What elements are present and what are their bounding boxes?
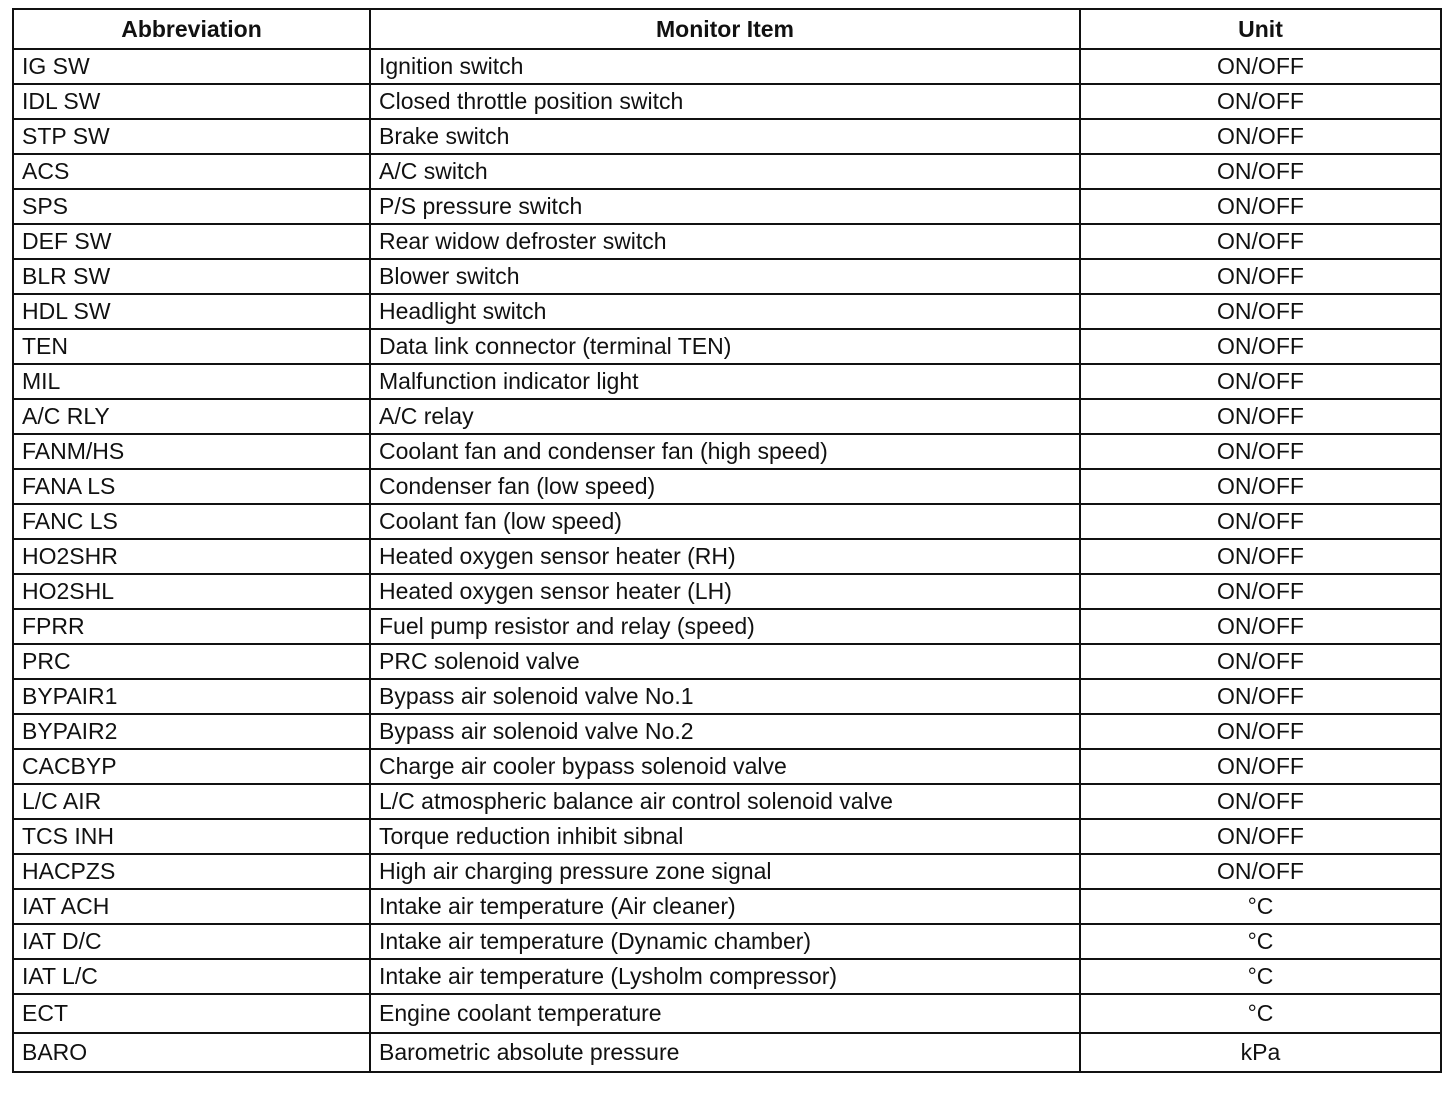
unit-cell: ON/OFF <box>1080 399 1441 434</box>
unit-cell: ON/OFF <box>1080 854 1441 889</box>
monitor-item-cell: Intake air temperature (Lysholm compressor) <box>370 959 1080 994</box>
table-row <box>13 259 1441 294</box>
monitor-item-cell: L/C atmospheric balance air control solenoid valve <box>370 784 1080 819</box>
unit-cell: ON/OFF <box>1080 224 1441 259</box>
abbreviation-cell: BLR SW <box>13 259 370 294</box>
monitor-item-cell: A/C switch <box>370 154 1080 189</box>
abbreviation-cell: TEN <box>13 329 370 364</box>
column-header-abbreviation: Abbreviation <box>13 9 370 49</box>
table-row <box>13 889 1441 924</box>
monitor-items-table <box>12 8 1442 1073</box>
unit-cell: ON/OFF <box>1080 49 1441 84</box>
monitor-items-table-container <box>12 8 1440 1073</box>
abbreviation-cell: PRC <box>13 644 370 679</box>
abbreviation-cell: BYPAIR1 <box>13 679 370 714</box>
column-header-monitor-item: Monitor Item <box>370 9 1080 49</box>
unit-cell: °C <box>1080 959 1441 994</box>
table-row <box>13 84 1441 119</box>
table-row <box>13 539 1441 574</box>
table-row <box>13 504 1441 539</box>
table-row <box>13 119 1441 154</box>
abbreviation-cell: HACPZS <box>13 854 370 889</box>
table-row <box>13 854 1441 889</box>
unit-cell: ON/OFF <box>1080 84 1441 119</box>
monitor-item-cell: Coolant fan (low speed) <box>370 504 1080 539</box>
unit-cell: ON/OFF <box>1080 259 1441 294</box>
monitor-item-cell: Closed throttle position switch <box>370 84 1080 119</box>
unit-cell: ON/OFF <box>1080 784 1441 819</box>
monitor-item-cell: Data link connector (terminal TEN) <box>370 329 1080 364</box>
table-row <box>13 154 1441 189</box>
table-row <box>13 644 1441 679</box>
table-row <box>13 224 1441 259</box>
unit-cell: ON/OFF <box>1080 644 1441 679</box>
table-row <box>13 329 1441 364</box>
abbreviation-cell: DEF SW <box>13 224 370 259</box>
monitor-item-cell: Heated oxygen sensor heater (LH) <box>370 574 1080 609</box>
abbreviation-cell: BYPAIR2 <box>13 714 370 749</box>
table-row <box>13 434 1441 469</box>
table-row <box>13 959 1441 994</box>
monitor-item-cell: Rear widow defroster switch <box>370 224 1080 259</box>
table-row <box>13 364 1441 399</box>
monitor-item-cell: Ignition switch <box>370 49 1080 84</box>
monitor-item-cell: Bypass air solenoid valve No.1 <box>370 679 1080 714</box>
abbreviation-cell: ECT <box>13 994 370 1033</box>
unit-cell: ON/OFF <box>1080 609 1441 644</box>
table-row <box>13 784 1441 819</box>
abbreviation-cell: L/C AIR <box>13 784 370 819</box>
abbreviation-cell: A/C RLY <box>13 399 370 434</box>
abbreviation-cell: FANC LS <box>13 504 370 539</box>
unit-cell: ON/OFF <box>1080 154 1441 189</box>
abbreviation-cell: IAT L/C <box>13 959 370 994</box>
unit-cell: °C <box>1080 889 1441 924</box>
monitor-item-cell: High air charging pressure zone signal <box>370 854 1080 889</box>
abbreviation-cell: HO2SHL <box>13 574 370 609</box>
abbreviation-cell: FPRR <box>13 609 370 644</box>
monitor-item-cell: Barometric absolute pressure <box>370 1033 1080 1072</box>
abbreviation-cell: ACS <box>13 154 370 189</box>
abbreviation-cell: HO2SHR <box>13 539 370 574</box>
monitor-item-cell: Blower switch <box>370 259 1080 294</box>
table-row <box>13 749 1441 784</box>
monitor-item-cell: A/C relay <box>370 399 1080 434</box>
abbreviation-cell: HDL SW <box>13 294 370 329</box>
table-row <box>13 994 1441 1033</box>
monitor-item-cell: Coolant fan and condenser fan (high speed) <box>370 434 1080 469</box>
abbreviation-cell: FANA LS <box>13 469 370 504</box>
table-header-row <box>13 9 1441 49</box>
abbreviation-cell: IAT ACH <box>13 889 370 924</box>
monitor-item-cell: Intake air temperature (Air cleaner) <box>370 889 1080 924</box>
abbreviation-cell: STP SW <box>13 119 370 154</box>
unit-cell: ON/OFF <box>1080 329 1441 364</box>
table-row <box>13 49 1441 84</box>
abbreviation-cell: IDL SW <box>13 84 370 119</box>
unit-cell: ON/OFF <box>1080 189 1441 224</box>
monitor-item-cell: P/S pressure switch <box>370 189 1080 224</box>
unit-cell: ON/OFF <box>1080 119 1441 154</box>
monitor-item-cell: Condenser fan (low speed) <box>370 469 1080 504</box>
table-row <box>13 1033 1441 1072</box>
unit-cell: ON/OFF <box>1080 294 1441 329</box>
unit-cell: ON/OFF <box>1080 714 1441 749</box>
table-row <box>13 819 1441 854</box>
abbreviation-cell: IG SW <box>13 49 370 84</box>
table-row <box>13 679 1441 714</box>
table-row <box>13 714 1441 749</box>
monitor-item-cell: Brake switch <box>370 119 1080 154</box>
unit-cell: ON/OFF <box>1080 504 1441 539</box>
abbreviation-cell: IAT D/C <box>13 924 370 959</box>
unit-cell: °C <box>1080 994 1441 1033</box>
monitor-item-cell: Intake air temperature (Dynamic chamber) <box>370 924 1080 959</box>
unit-cell: ON/OFF <box>1080 749 1441 784</box>
table-row <box>13 399 1441 434</box>
unit-cell: ON/OFF <box>1080 364 1441 399</box>
table-row <box>13 469 1441 504</box>
abbreviation-cell: MIL <box>13 364 370 399</box>
unit-cell: ON/OFF <box>1080 574 1441 609</box>
monitor-item-cell: Torque reduction inhibit sibnal <box>370 819 1080 854</box>
monitor-item-cell: Malfunction indicator light <box>370 364 1080 399</box>
table-row <box>13 609 1441 644</box>
unit-cell: ON/OFF <box>1080 434 1441 469</box>
unit-cell: ON/OFF <box>1080 469 1441 504</box>
unit-cell: ON/OFF <box>1080 539 1441 574</box>
monitor-item-cell: Bypass air solenoid valve No.2 <box>370 714 1080 749</box>
monitor-item-cell: Charge air cooler bypass solenoid valve <box>370 749 1080 784</box>
monitor-item-cell: Headlight switch <box>370 294 1080 329</box>
table-row <box>13 189 1441 224</box>
table-row <box>13 294 1441 329</box>
monitor-item-cell: PRC solenoid valve <box>370 644 1080 679</box>
table-row <box>13 924 1441 959</box>
abbreviation-cell: BARO <box>13 1033 370 1072</box>
monitor-item-cell: Engine coolant temperature <box>370 994 1080 1033</box>
monitor-item-cell: Fuel pump resistor and relay (speed) <box>370 609 1080 644</box>
abbreviation-cell: TCS INH <box>13 819 370 854</box>
abbreviation-cell: CACBYP <box>13 749 370 784</box>
abbreviation-cell: FANM/HS <box>13 434 370 469</box>
unit-cell: °C <box>1080 924 1441 959</box>
unit-cell: ON/OFF <box>1080 819 1441 854</box>
monitor-item-cell: Heated oxygen sensor heater (RH) <box>370 539 1080 574</box>
abbreviation-cell: SPS <box>13 189 370 224</box>
unit-cell: ON/OFF <box>1080 679 1441 714</box>
column-header-unit: Unit <box>1080 9 1441 49</box>
table-row <box>13 574 1441 609</box>
unit-cell: kPa <box>1080 1033 1441 1072</box>
table-body <box>13 49 1441 1072</box>
